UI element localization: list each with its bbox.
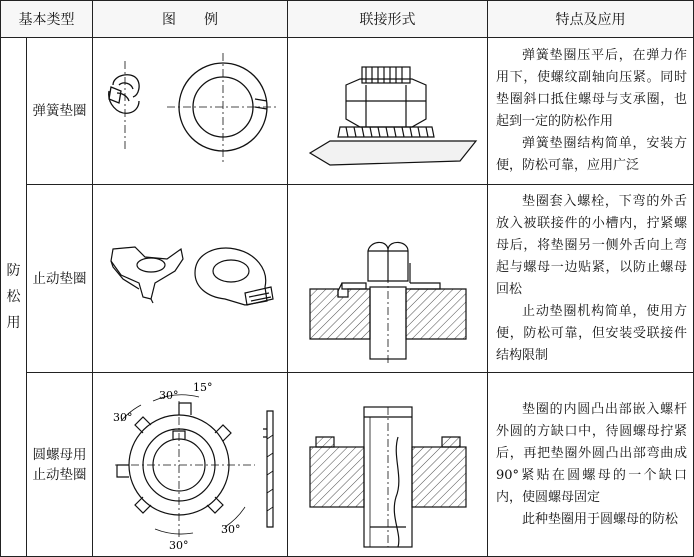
- tab-washer-figure: [95, 189, 285, 369]
- type-label: 圆螺母用止动垫圈: [32, 446, 87, 483]
- tab-washer-connection-figure: [290, 189, 486, 369]
- type-cell: [27, 373, 93, 557]
- header-features: 特点及应用: [488, 1, 694, 38]
- spring-washer-connection-figure: [290, 41, 486, 181]
- feature-paragraph: 弹簧垫圈压平后，在弹力作用下，使螺纹副轴向压紧。同时垫圈斜口抵住螺母与支承圈，也起到一定的防松作用: [496, 48, 687, 129]
- features-cell: [488, 373, 694, 557]
- type-label: 弹簧垫圈: [32, 103, 87, 119]
- type-cell: [27, 38, 93, 185]
- angle-label: 30°: [169, 538, 189, 552]
- group-label-text: 防松用: [6, 263, 21, 331]
- angle-label: 15°: [193, 380, 213, 394]
- feature-paragraph: 止动垫圈机构简单，使用方便，防松可靠，但安装受联接件结构限制: [496, 303, 687, 363]
- spring-washer-figure: [95, 41, 285, 181]
- table-row: [1, 373, 694, 557]
- header-connection: 联接形式: [288, 1, 488, 38]
- header-row: [1, 1, 694, 38]
- features-cell: [488, 185, 694, 373]
- connection-cell: [288, 38, 488, 185]
- feature-paragraph: 弹簧垫圈结构简单，安装方便，防松可靠，应用广泛: [496, 136, 687, 173]
- feature-paragraph: 此种垫圈用于圆螺母的防松: [522, 511, 679, 527]
- figure-cell: [93, 38, 288, 185]
- table-row: [1, 38, 694, 185]
- feature-paragraph: 垫圈的内圆凸出部嵌入螺杆外圆的方缺口中，待圆螺母拧紧后，再把垫圈外圆凸出部弯曲成90°紧贴在圆螺母的一个缺口内，使圆螺母固定: [496, 401, 687, 505]
- angle-label: 30°: [159, 388, 179, 402]
- connection-cell: [288, 185, 488, 373]
- figure-cell: [93, 185, 288, 373]
- header-figure: 图 例: [93, 1, 288, 38]
- connection-cell: [288, 373, 488, 557]
- table-row: [1, 185, 694, 373]
- figure-cell: [93, 373, 288, 557]
- group-label: [1, 38, 27, 557]
- feature-paragraph: 垫圈套入螺栓，下弯的外舌放入被联接件的小槽内，拧紧螺母后，将垫圈另一侧外舌向上弯起与螺母一边贴紧，以防止螺母回松: [496, 193, 687, 297]
- type-cell: [27, 185, 93, 373]
- angle-label: 30°: [221, 522, 241, 536]
- round-nut-lock-washer-figure: [95, 377, 285, 553]
- type-label: 止动垫圈: [32, 270, 87, 287]
- features-cell: [488, 38, 694, 185]
- round-nut-connection-figure: [290, 377, 486, 553]
- angle-label: 30°: [113, 410, 133, 424]
- header-basic-type: 基本类型: [1, 1, 93, 38]
